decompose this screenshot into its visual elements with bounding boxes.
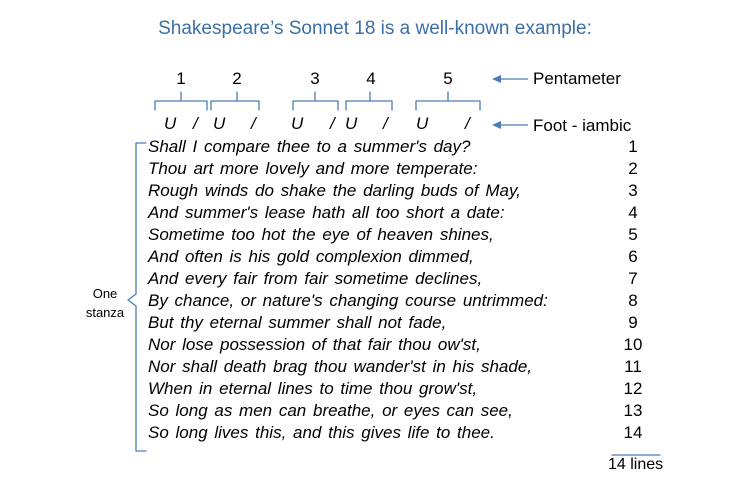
poem-line-7: And every fair from fair sometime declines, xyxy=(148,269,483,288)
line-number-3: 3 xyxy=(628,181,638,200)
poem-line-12: When in eternal lines to time thou grow'st, xyxy=(148,379,478,398)
line-number-4: 4 xyxy=(628,203,638,222)
foot-bracket-2 xyxy=(211,92,259,110)
poem-line-2: Thou art more lovely and more temperate: xyxy=(148,159,478,178)
poem-line-1: Shall I compare thee to a summer's day? xyxy=(148,137,471,156)
line-number-10: 10 xyxy=(623,335,643,354)
line-number-8: 8 xyxy=(628,291,638,310)
poem-line-6: And often is his gold complexion dimmed, xyxy=(148,247,474,266)
stress-mark-unstressed: U xyxy=(345,114,358,133)
foot-number-4: 4 xyxy=(366,69,376,88)
poem-line-3: Rough winds do shake the darling buds of May, xyxy=(148,181,521,200)
foot-bracket-5 xyxy=(416,92,480,110)
line-number-12: 12 xyxy=(623,379,643,398)
poem-line-9: But thy eternal summer shall not fade, xyxy=(148,313,447,332)
total-lines-label: 14 lines xyxy=(608,456,664,473)
foot-bracket-4 xyxy=(346,92,392,110)
stress-mark-stressed: / xyxy=(193,114,198,133)
line-number-5: 5 xyxy=(628,225,638,244)
stress-mark-unstressed: U xyxy=(416,114,429,133)
stress-mark-stressed: / xyxy=(465,114,470,133)
stress-mark-stressed: / xyxy=(383,114,388,133)
poem-line-14: So long lives this, and this gives life to thee. xyxy=(148,423,495,442)
arrow-icon xyxy=(492,75,528,83)
line-number-7: 7 xyxy=(628,269,638,288)
stress-mark-stressed: / xyxy=(330,114,335,133)
foot-iambic-label: Foot - iambic xyxy=(533,116,632,135)
foot-number-5: 5 xyxy=(443,69,453,88)
stress-mark-stressed: / xyxy=(251,114,256,133)
foot-bracket-1 xyxy=(155,92,207,110)
line-number-9: 9 xyxy=(628,313,638,332)
foot-number-2: 2 xyxy=(232,69,242,88)
poem-line-5: Sometime too hot the eye of heaven shines, xyxy=(148,225,494,244)
poem-line-11: Nor shall death brag thou wander'st in his shade, xyxy=(148,357,533,376)
arrow-icon xyxy=(492,121,528,129)
stanza-label-line-1: One xyxy=(92,286,118,301)
line-number-1: 1 xyxy=(628,137,638,156)
foot-number-3: 3 xyxy=(310,69,320,88)
line-number-11: 11 xyxy=(624,357,642,376)
stress-mark-unstressed: U xyxy=(164,114,177,133)
stress-mark-unstressed: U xyxy=(213,114,226,133)
poem-line-10: Nor lose possession of that fair thou ow'st, xyxy=(148,335,481,354)
poem-line-4: And summer's lease hath all too short a date: xyxy=(148,203,505,222)
line-number-6: 6 xyxy=(628,247,638,266)
poem-line-13: So long as men can breathe, or eyes can see, xyxy=(148,401,513,420)
foot-number-1: 1 xyxy=(176,69,186,88)
stanza-brace xyxy=(128,143,146,451)
line-number-13: 13 xyxy=(623,401,643,420)
line-number-14: 14 xyxy=(623,423,643,442)
stress-mark-unstressed: U xyxy=(291,114,304,133)
pentameter-label: Pentameter xyxy=(533,69,621,88)
foot-bracket-3 xyxy=(293,92,338,110)
line-number-2: 2 xyxy=(628,159,638,178)
stanza-label-line-2: stanza xyxy=(85,305,125,320)
poem-line-8: By chance, or nature's changing course untrimmed: xyxy=(148,291,548,310)
page-title: Shakespeare’s Sonnet 18 is a well-known example: xyxy=(158,18,592,39)
